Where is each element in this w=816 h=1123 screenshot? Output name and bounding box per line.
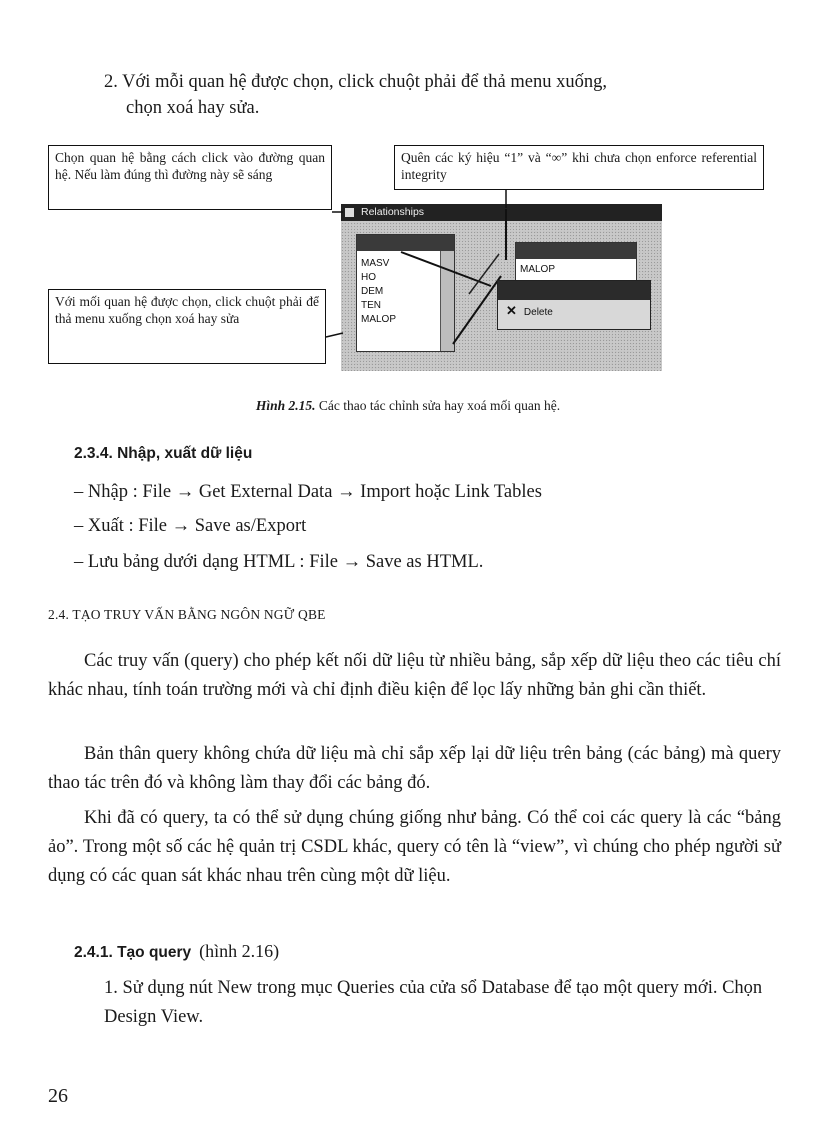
paragraph-query-data: Bản thân query không chứa dữ liệu mà chỉ sắp xếp lại dữ liệu trên bảng (các bảng) mà query thao tác trên đó và không làm thay đổi các bảng đó. [48, 744, 781, 793]
callout-select-relationship: Chọn quan hệ bằng cách click vào đường quan hệ. Nếu làm đúng thì đường này sẽ sáng [48, 145, 332, 210]
heading-2-4-1 [74, 941, 279, 962]
connector-bottom-left [326, 333, 343, 337]
callout-connectors [0, 0, 816, 420]
heading-2-3-4: 2.3.4. Nhập, xuất dữ liệu [74, 445, 253, 462]
step-new-query [104, 974, 780, 1032]
delete-label: Delete [523, 307, 553, 318]
page-number: 26 [48, 1085, 68, 1107]
figure-caption [0, 398, 816, 414]
list-item-save-html: – Lưu bảng dưới dạng HTML : File → Save as HTML. [74, 552, 484, 572]
field-dem: DEM [361, 286, 384, 297]
caption-label: Hình 2.15. [255, 398, 316, 413]
list-item-import: – Nhập : File → Get External Data → Import hoặc Link Tables [74, 482, 542, 502]
caption-text: Các thao tác chỉnh sửa hay xoá mối quan hệ. [318, 398, 561, 413]
callout-enforce-integrity: Quên các ký hiệu “1” và “∞” khi chưa chọn enforce referential integrity [394, 145, 764, 190]
intro-line-2: chọn xoá hay sửa. [126, 98, 260, 118]
window-title: Relationships [361, 206, 425, 218]
step-new-query-text: 1. Sử dụng nút New trong mục Queries của cửa sổ Database để tạo một query mới. Chọn Design View. [104, 978, 763, 1027]
paragraph-query-view: Khi đã có query, ta có thể sử dụng chúng giống như bảng. Có thể coi các query là các “bảng ảo”. Trong một số các hệ quản trị CSDL khác, query có tên là “view”, vì chúng cho phép người sử dụng có các quan sát khác nhau trên cùng một dữ liệu. [48, 808, 781, 886]
field-masv: MASV [361, 258, 390, 269]
field-malop: MALOP [361, 314, 397, 325]
field-ten: TEN [361, 300, 381, 311]
heading-2-4-1-ref: (hình 2.16) [199, 941, 280, 961]
callout-right-click-menu: Với mối quan hệ được chọn, click chuột phải để thả menu xuống chọn xoá hay sửa [48, 289, 326, 364]
heading-2-4: 2.4. TẠO TRUY VẤN BẰNG NGÔN NGỮ QBE [48, 607, 326, 622]
field-ho: HO [361, 272, 376, 283]
delete-x-icon: ✕ [506, 303, 517, 318]
list-item-export: – Xuất : File → Save as/Export [74, 516, 307, 536]
field-class-malop: MALOP [520, 264, 556, 275]
intro-line-1: 2. Với mỗi quan hệ được chọn, click chuột phải để thả menu xuống, [104, 72, 607, 92]
heading-2-4-1-title: 2.4.1. Tạo query [74, 944, 192, 961]
paragraph-query-intro: Các truy vấn (query) cho phép kết nối dữ liệu từ nhiều bảng, sắp xếp dữ liệu theo các tiêu chí khác nhau, tính toán trường mới và chỉ định điều kiện để lọc lấy những bản ghi cần thiết. [48, 651, 781, 700]
